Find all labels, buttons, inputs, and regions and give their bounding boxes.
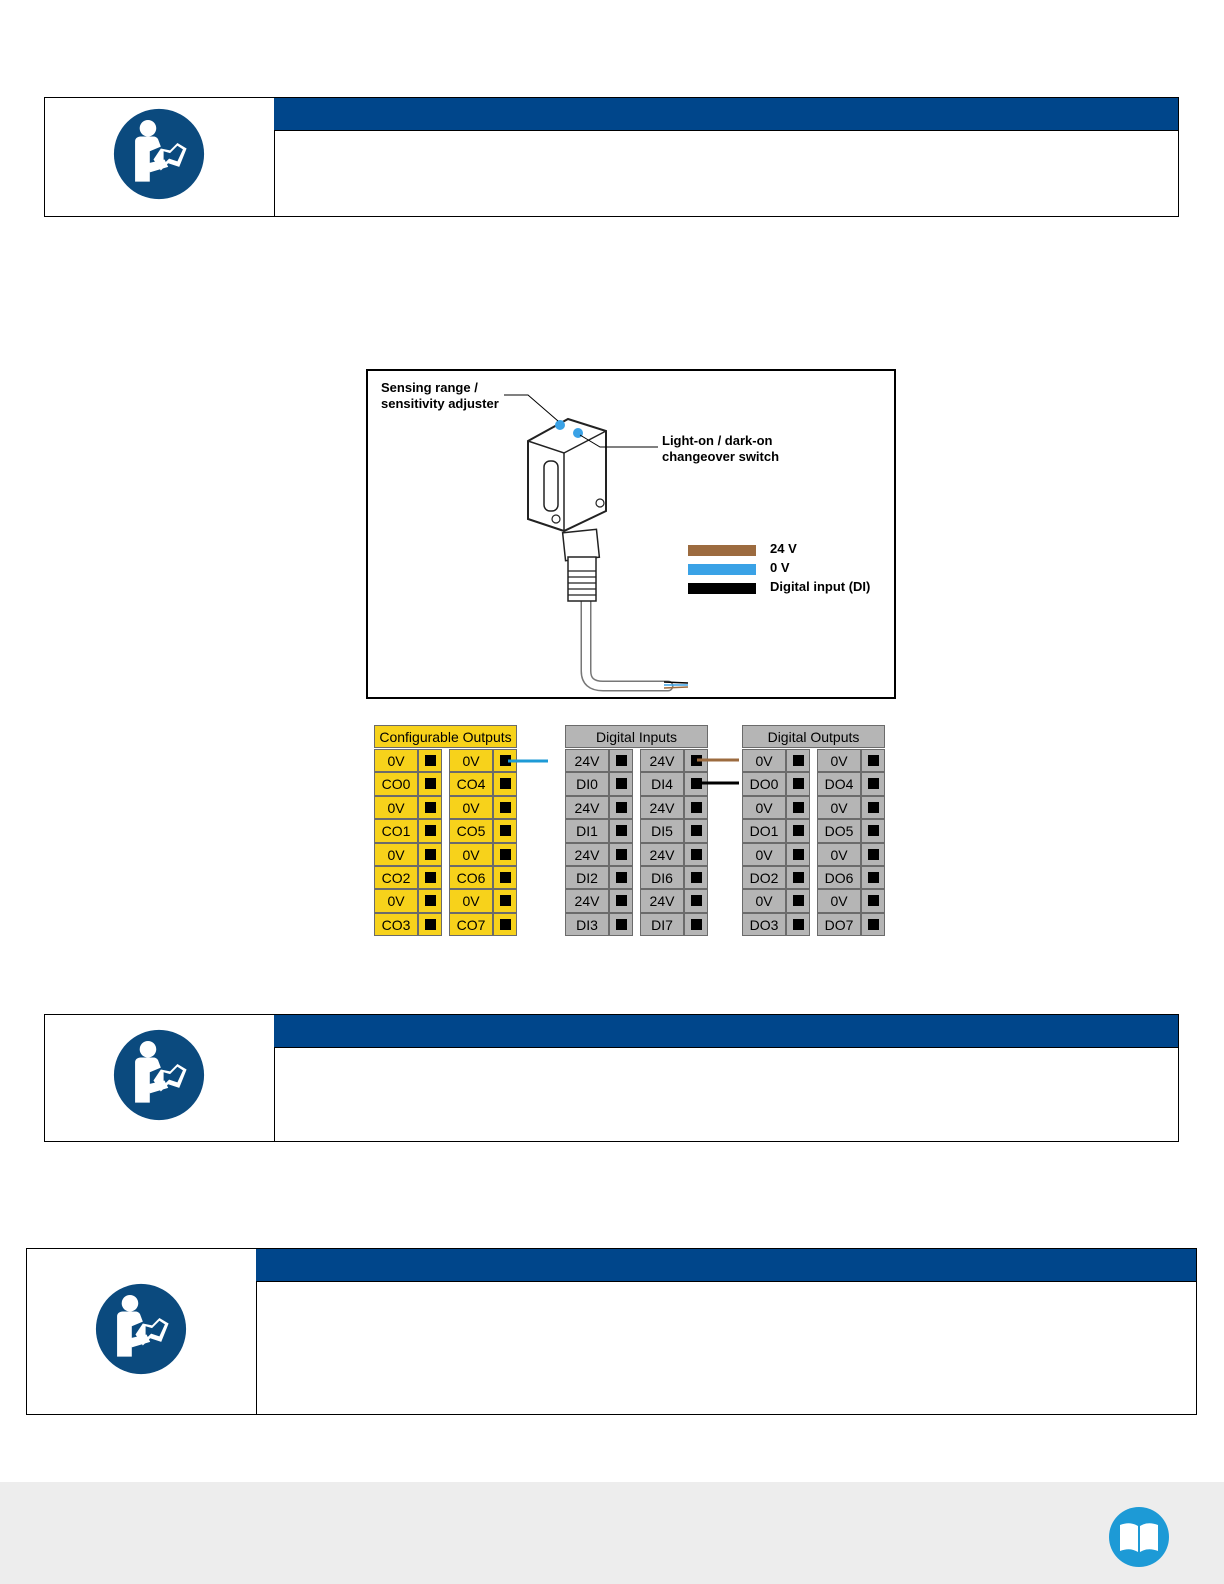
manual-book-icon bbox=[1108, 1506, 1170, 1568]
adjuster-label: Sensing range / sensitivity adjuster bbox=[381, 380, 499, 411]
terminal-pin bbox=[861, 866, 885, 889]
terminal-screw-square bbox=[616, 849, 627, 860]
terminal-label: 0V bbox=[742, 749, 786, 772]
terminal-label: DI4 bbox=[640, 772, 684, 795]
terminal-screw-square bbox=[691, 802, 702, 813]
terminal-screw-square bbox=[425, 802, 436, 813]
terminal-screw-square bbox=[500, 895, 511, 906]
terminal-screw-square bbox=[691, 919, 702, 930]
terminal-label: 24V bbox=[565, 843, 609, 866]
terminal-label: CO5 bbox=[449, 819, 493, 842]
black-wire-swatch bbox=[688, 583, 756, 594]
notice-box-2 bbox=[44, 1014, 1179, 1142]
switch-label: Light-on / dark-on changeover switch bbox=[662, 433, 780, 464]
terminal-label: 0V bbox=[374, 889, 418, 912]
terminal-pin bbox=[786, 843, 810, 866]
terminal-screw-square bbox=[793, 825, 804, 836]
terminal-screw-square bbox=[616, 778, 627, 789]
terminal-screw-square bbox=[793, 755, 804, 766]
terminal-label: CO7 bbox=[449, 913, 493, 936]
terminal-screw-square bbox=[616, 825, 627, 836]
terminal-label: 0V bbox=[449, 843, 493, 866]
terminal-pin bbox=[418, 796, 442, 819]
terminal-label: DI0 bbox=[565, 772, 609, 795]
terminal-screw-square bbox=[500, 755, 511, 766]
terminal-label: 0V bbox=[742, 843, 786, 866]
terminal-label: DO0 bbox=[742, 772, 786, 795]
terminal-screw-square bbox=[425, 872, 436, 883]
terminal-pin bbox=[684, 866, 708, 889]
terminal-label: 0V bbox=[817, 749, 861, 772]
terminal-label: DI7 bbox=[640, 913, 684, 936]
terminal-screw-square bbox=[868, 849, 879, 860]
terminal-pin bbox=[609, 772, 633, 795]
terminal-screw-square bbox=[868, 872, 879, 883]
terminal-pin bbox=[609, 843, 633, 866]
notice-body bbox=[274, 131, 1178, 216]
terminal-screw-square bbox=[868, 919, 879, 930]
terminal-label: DI5 bbox=[640, 819, 684, 842]
terminal-screw-square bbox=[616, 872, 627, 883]
terminal-label: 24V bbox=[565, 796, 609, 819]
terminal-label: CO3 bbox=[374, 913, 418, 936]
terminal-screw-square bbox=[793, 895, 804, 906]
terminal-label: 24V bbox=[565, 889, 609, 912]
terminal-pin bbox=[786, 866, 810, 889]
legend-label: 24 V bbox=[770, 541, 797, 556]
terminal-screw-square bbox=[868, 895, 879, 906]
terminal-label: 0V bbox=[817, 843, 861, 866]
terminal-screw-square bbox=[616, 919, 627, 930]
terminal-label: 0V bbox=[449, 749, 493, 772]
block-title: Digital Inputs bbox=[565, 725, 708, 748]
terminal-label: 0V bbox=[742, 889, 786, 912]
terminal-screw-square bbox=[616, 755, 627, 766]
terminal-pin bbox=[684, 889, 708, 912]
terminal-screw-square bbox=[425, 849, 436, 860]
terminal-screw-square bbox=[616, 802, 627, 813]
brown-wire-swatch bbox=[688, 545, 756, 556]
terminal-pin bbox=[861, 843, 885, 866]
terminal-screw-square bbox=[868, 802, 879, 813]
terminal-screw-square bbox=[500, 802, 511, 813]
terminal-screw-square bbox=[793, 919, 804, 930]
terminal-label: 0V bbox=[817, 889, 861, 912]
notice-body bbox=[274, 1048, 1178, 1141]
terminal-screw-square bbox=[793, 849, 804, 860]
terminal-pin bbox=[861, 796, 885, 819]
terminal-screw-square bbox=[793, 778, 804, 789]
terminal-label: CO4 bbox=[449, 772, 493, 795]
terminal-pin bbox=[418, 843, 442, 866]
terminal-pin bbox=[609, 913, 633, 936]
read-manual-icon bbox=[95, 1283, 187, 1375]
notice-body bbox=[256, 1282, 1196, 1414]
terminal-label: 24V bbox=[640, 889, 684, 912]
terminal-pin bbox=[684, 819, 708, 842]
terminal-pin bbox=[493, 866, 517, 889]
terminal-screw-square bbox=[616, 895, 627, 906]
digital-outputs-block bbox=[742, 725, 885, 937]
terminal-pin bbox=[684, 796, 708, 819]
terminal-pin bbox=[418, 749, 442, 772]
terminal-screw-square bbox=[868, 778, 879, 789]
terminal-pin bbox=[418, 819, 442, 842]
block-title: Configurable Outputs bbox=[374, 725, 517, 748]
terminal-label: CO2 bbox=[374, 866, 418, 889]
terminal-pin bbox=[786, 796, 810, 819]
terminal-screw-square bbox=[425, 919, 436, 930]
terminal-pin bbox=[861, 772, 885, 795]
terminal-pin bbox=[493, 913, 517, 936]
terminal-label: DO7 bbox=[817, 913, 861, 936]
terminal-label: DI1 bbox=[565, 819, 609, 842]
terminal-label: CO1 bbox=[374, 819, 418, 842]
digital-inputs-block bbox=[565, 725, 708, 937]
terminal-pin bbox=[684, 843, 708, 866]
terminal-pin bbox=[861, 889, 885, 912]
terminal-pin bbox=[493, 772, 517, 795]
terminal-pin bbox=[609, 819, 633, 842]
terminal-screw-square bbox=[500, 778, 511, 789]
terminal-screw-square bbox=[425, 825, 436, 836]
terminal-label: 0V bbox=[374, 796, 418, 819]
terminal-pin bbox=[609, 889, 633, 912]
notice-box-3 bbox=[26, 1248, 1197, 1415]
terminal-screw-square bbox=[868, 825, 879, 836]
terminal-screw-square bbox=[691, 872, 702, 883]
terminal-pin bbox=[861, 913, 885, 936]
terminal-pin bbox=[786, 913, 810, 936]
terminal-pin bbox=[493, 749, 517, 772]
terminal-label: DO3 bbox=[742, 913, 786, 936]
terminal-pin bbox=[861, 749, 885, 772]
terminal-pin bbox=[786, 772, 810, 795]
notice-icon-cell bbox=[45, 98, 275, 216]
terminal-pin bbox=[786, 749, 810, 772]
legend-label: Digital input (DI) bbox=[770, 579, 871, 594]
notice-header-bar bbox=[274, 1015, 1178, 1048]
terminal-screw-square bbox=[868, 755, 879, 766]
terminal-label: 0V bbox=[817, 796, 861, 819]
terminal-pin bbox=[418, 866, 442, 889]
terminal-label: DI3 bbox=[565, 913, 609, 936]
terminal-label: DO2 bbox=[742, 866, 786, 889]
terminal-pin bbox=[418, 772, 442, 795]
page-footer bbox=[0, 1482, 1224, 1584]
terminal-label: 0V bbox=[449, 796, 493, 819]
terminal-pin bbox=[786, 889, 810, 912]
terminal-screw-square bbox=[425, 895, 436, 906]
terminal-screw-square bbox=[500, 919, 511, 930]
terminal-label: CO0 bbox=[374, 772, 418, 795]
terminal-screw-square bbox=[793, 802, 804, 813]
terminal-pin bbox=[609, 866, 633, 889]
terminal-pin bbox=[861, 819, 885, 842]
terminal-pin bbox=[493, 889, 517, 912]
notice-icon-cell bbox=[45, 1015, 275, 1141]
terminal-pin bbox=[684, 913, 708, 936]
read-manual-icon bbox=[113, 108, 205, 200]
terminal-screw-square bbox=[793, 872, 804, 883]
terminal-label: 24V bbox=[565, 749, 609, 772]
terminal-label: 0V bbox=[742, 796, 786, 819]
terminal-screw-square bbox=[500, 849, 511, 860]
terminal-label: 24V bbox=[640, 843, 684, 866]
terminal-screw-square bbox=[691, 825, 702, 836]
blue-wire-swatch bbox=[688, 564, 756, 575]
terminal-pin bbox=[609, 796, 633, 819]
legend-label: 0 V bbox=[770, 560, 790, 575]
terminal-pin bbox=[418, 913, 442, 936]
terminal-label: DO4 bbox=[817, 772, 861, 795]
sensor-figure bbox=[366, 369, 896, 699]
terminal-screw-square bbox=[500, 825, 511, 836]
terminal-pin bbox=[493, 843, 517, 866]
notice-box-1 bbox=[44, 97, 1179, 217]
terminal-label: 24V bbox=[640, 749, 684, 772]
terminal-label: DI2 bbox=[565, 866, 609, 889]
terminal-label: DO6 bbox=[817, 866, 861, 889]
terminal-screw-square bbox=[691, 755, 702, 766]
terminal-pin bbox=[786, 819, 810, 842]
notice-icon-cell bbox=[27, 1249, 257, 1414]
terminal-label: DI6 bbox=[640, 866, 684, 889]
terminal-screw-square bbox=[500, 872, 511, 883]
terminal-screw-square bbox=[425, 755, 436, 766]
terminal-pin bbox=[493, 796, 517, 819]
notice-header-bar bbox=[256, 1249, 1196, 1282]
photoelectric-sensor-drawing bbox=[368, 371, 894, 697]
block-title: Digital Outputs bbox=[742, 725, 885, 748]
terminal-screw-square bbox=[691, 778, 702, 789]
terminal-label: CO6 bbox=[449, 866, 493, 889]
terminal-pin bbox=[609, 749, 633, 772]
notice-header-bar bbox=[274, 98, 1178, 131]
terminal-screw-square bbox=[691, 895, 702, 906]
terminal-pin bbox=[684, 749, 708, 772]
terminal-pin bbox=[684, 772, 708, 795]
terminal-label: DO5 bbox=[817, 819, 861, 842]
terminal-label: 0V bbox=[374, 749, 418, 772]
terminal-pin bbox=[493, 819, 517, 842]
terminal-screw-square bbox=[425, 778, 436, 789]
terminal-pin bbox=[418, 889, 442, 912]
terminal-label: 0V bbox=[449, 889, 493, 912]
terminal-label: 24V bbox=[640, 796, 684, 819]
read-manual-icon bbox=[113, 1029, 205, 1121]
terminal-screw-square bbox=[691, 849, 702, 860]
terminal-label: DO1 bbox=[742, 819, 786, 842]
terminal-label: 0V bbox=[374, 843, 418, 866]
configurable-outputs-block bbox=[374, 725, 517, 937]
